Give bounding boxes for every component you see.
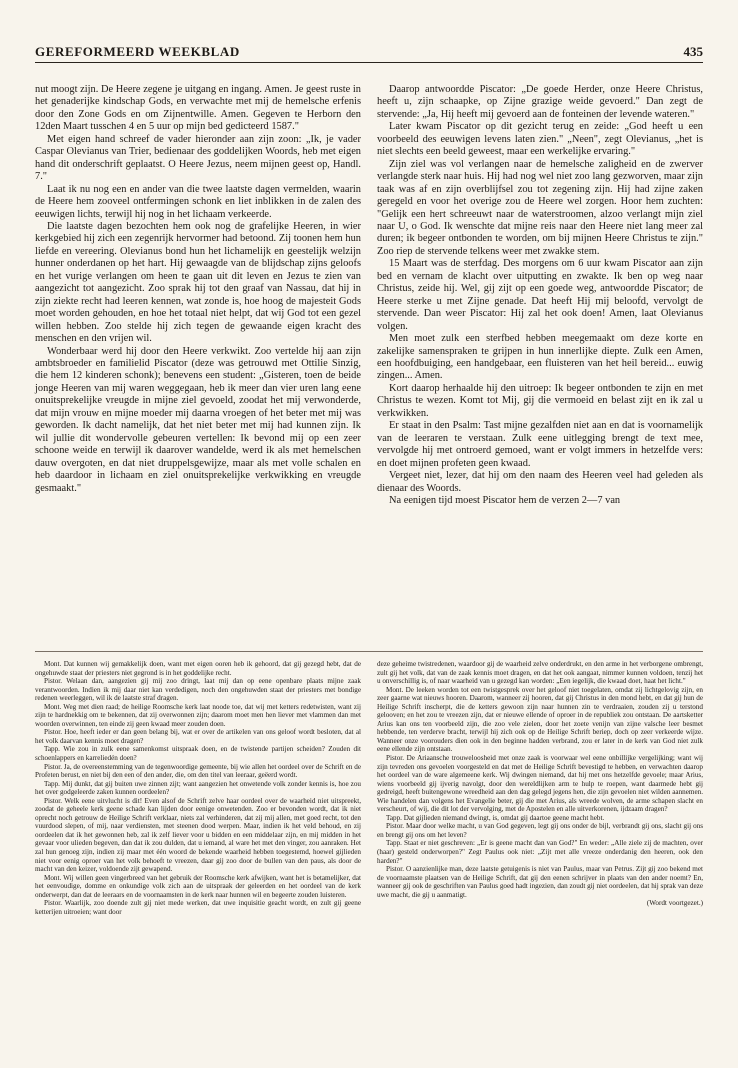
paragraph: Die laatste dagen bezochten hem ook nog de grafelijke Heeren, in wier kerkgebied hij zich een zegenrijk hervormer had betoond. Zij toonen hem hun liefde en vereering. Olevianus bond hun het lichamelijk en geestelijk welzijn hunner onderdanen op het hart. Hij gewaagde van de blijdschap zijns geloofs en het vurige verlangen om heen te gaan uit dit leven en Jezus te zien van aangezicht tot aangezicht. Zoo sprak hij tot den graaf van Nassau, dat hij in zijn ziekte recht had leeren kennen, wat zonde is, hoe hoog de majesteit Gods moet worden gehouden, en hoe het totaal niet helpt, dat wij God tot een gezel willen hebben. Zoo stelde hij zich tegen de gewaande eigen kracht des menschen en den vrijen wil. [35,220,361,345]
paragraph: Zijn ziel was vol verlangen naar de hemelsche zaligheid en de zwerver verlangde sterk naar huis. Hij had nog wel niet zoo lang gezworven, maar zijn taak was af en zijn overblijfsel zou tot zegening zijn. Hij had zijne zaken geregeld en voor het overige zou de Heere wel zorgen. Hoor hem zuchten: "Gelijk een hert schreeuwt naar de waterstroomen, alzoo verlangt mijn ziel naar U, o God. Ik wenschte dat mijne reis naar den Heere niet lang meer zal duren; ik begeer ontbonden te worden, om bij mijnen Heere Christus te zijn." Zoo riep de stervende telkens weer met zwakke stem. [377,158,703,257]
paragraph: Er staat in den Psalm: Tast mijne gezalfden niet aan en dat is voornamelijk van de leeraren te verstaan. Zulk eene uitlegging brengt de text mee, vervolgde hij met ontroerd gemoed, want er volgt immers in hetzelfde vers: en doet mijnen profeten geen kwaad. [377,420,703,469]
continued-note: (Wordt voortgezet.) [646,899,703,908]
right-column [377,84,703,507]
page-number: 435 [683,44,703,59]
dialogue-paragraph: deze geheime twistredenen, waardoor gij de waarheid zelve onderdrukt, en den arme in het verborgene ombrengt, zult gij het volk, dat van de zaak kennis moet dragen, en dat het ook aangaat, nimmer kunnen voldoen, tenzij het u onverschillig is, of naar waarheid van u gezegd kan worden: „Een iegelijk, die kwaad doet, haat het licht." [377,660,703,686]
dialogue-paragraph: Mont. Weg met dien raad; de heilige Roomsche kerk laat noode toe, dat wij met ketters redetwisten, want zij zijn te hardnekkig om te bekennen, dat zij overwonnen zijn; daarom moet men hen liever met vlammen dan met woorden overwinnen, ten einde zij geen kwaad meer zouden doen. [35,702,361,728]
dialogue-paragraph: Pistor. Ja, de overeenstemming van de tegenwoordige gemeente, bij wie allen het oordeel over de Schrift en de Profeten berust, en niet bij den een of den ander, die, om den titel van leeraar, geëerd wordt. [35,762,361,780]
dialogue-paragraph: Pistor. Maar door welke macht, u van God gegeven, legt gij ons onder de bijl, verbrandt gij ons, slacht gij ons en brengt gij ons om het leven? [377,822,703,839]
dialogue-paragraph: Mont. Dat kunnen wij gemakkelijk doen, want met eigen ooren heb ik gehoord, dat gij gezegd hebt, dat de ongehuwde staat der priesters niet gegrond is in het goddelijke recht. [35,660,361,677]
dialogue-paragraph: Pistor. De Ariaansche trouweloosheid met onze zaak is voorwaar wel eene onbillijke vergelijking; want wij zijn tevreden ons gevoelen voorgesteld en dat met de Heilige Schrift bevestigd te hebben, en verwachten daarop het oordeel van de ware algemeene kerk. Wij dwingen niemand, dat hij met ons hetzelfde gevoele; maar Arius, wiens voorbeeld gij ijverig navolgt, door den wereldlijken arm te hulp te roepen, want daarmede hebt gij gedreigd, heeft buitengewone wreedheid aan den dag gelegd jegens hen, die zijn gevoelen niet wilden aannemen. Wie handelen dan volgens het Evangelie beter, gij die met Arius, als wreede wolven, de arme schapen slacht en verscheurt, of wij, die dit lot der vervolging, met de Apostelen en alle uitverkorenen, ijdzaam dragen? [377,754,703,814]
paragraph: Daarop antwoordde Piscator: „De goede Herder, onze Heere Christus, heeft u, zijn schaapke, op Zijne grazige weide gevoerd." Dan zegt de stervende: „Ja, Hij heeft mij gevoerd aan de fonteinen der levende wateren." [377,84,703,120]
paragraph: Men moet zulk een sterfbed hebben meegemaakt om deze korte en zakelijke samenspraken te grijpen in hun innerlijke diepte. Zulk een Amen, een hoofdbuiging, een handgebaar, een fluisteren van het heil bereid... euwig zingen... Amen. [377,333,703,382]
dialogue-paragraph: Mont. De leeken worden tot een twistgesprek over het geloof niet toegelaten, omdat zij lichtgelovig zijn, en zeer gaarne wat nieuws hooren. Daarom, wanneer zij hooren, dat gij Christus in den mond hebt, en dat gij hun de Heilige Schrift inscherpt, die de ketters gewoon zijn naar hunnen zin te verdraaien, zouden zij u terstond gelooven; en het zou te vreezen zijn, dat er nieuwe ellende of oproer in de republiek zou ontstaan. De aartsketter Arius kan ons ten voorbeeld zijn, die zoo vele zielen, door het zoete venijn van zijne valsche leer besmet hebbende, ten verderve bracht, terwijl hij zich ook op de Heilige Schrift beriep, doch op zeer verkeerde wijze. Wanneer onze voorouders dien ook in den beginne hadden verbrand, zou er later in de kerk van God niet zulk eene ellende zijn ontstaan. [377,685,703,754]
dialogue-paragraph: Pistor. O aanzienlijke man, deze laatste getuigenis is niet van Paulus, maar van Petrus. Zijt gij zoo bekend met de voornaamste plaatsen van de Heilige Schrift, dat gij den eenen schrijver in plaats van den ander noemt? En, wanneer gij ook de geschriften van Paulus goed hadt ingezien, dan zoudt gij niet oordeelen, dat hij sprak van deze uwe macht, die gij u aanmatigt. [377,865,703,899]
dialogue-paragraph: Tapp. Wie zou in zulk eene samenkomst uitspraak doen, en de twistende partijen scheiden? Zouden dit schoenlappers en karreliedén doen? [35,745,361,763]
paragraph: Later kwam Piscator op dit gezicht terug en zeide: „God heeft u een voorbeeld des eeuwigen levens laten zien." „Neen", zegt Olevianus, „het is niet slechts een beeld geweest, maar een werkelijke ervaring." [377,121,703,158]
dialogue-paragraph: Tapp. Staat er niet geschreven: „Er is geene macht dan van God?" En weder: „Alle ziele zij de machten, over (haar) gesteld onderworpen?" Zegt Paulus ook niet: „Zijt met alle vreeze onderdanig den heeren, ook den harden?" [377,839,703,865]
left-column [35,84,361,495]
paragraph: Vergeet niet, lezer, dat hij om den naam des Heeren veel had geleden als dienaar des Woords. [377,470,703,494]
journal-title: GEREFORMEERD WEEKBLAD [35,44,240,59]
paragraph: Na eenigen tijd moest Piscator hem de verzen 2—7 van [389,494,621,506]
dialogue-paragraph: Tapp. Mij dunkt, dat gij buiten uwe zinnen zijt; want aangezien het onwetende volk zonder kennis is, hoe zou het over godgeleerde zaken kunnen oordeelen? [35,779,361,797]
paragraph: Laat ik nu nog een en ander van die twee laatste dagen vermelden, waarin de Heere hem zooveel ontfermingen schonk en liet inblikken in de zalen des eeuwigen lichts, terwijl hij nog in het lichaam verkeerde. [35,183,361,220]
paragraph: Wonderbaar werd hij door den Heere verkwikt. Zoo vertelde hij aan zijn ambtsbroeder en familielid Piscator (deze was getrouwd met Ottilie Sinzig, die hem 12 kinderen schonk); benevens een student: „Gisteren, toen de beide jonge Heeren van mij waren weggegaan, heb ik meer dan vier uren lang eene onuitsprekelijke vreugde in mijne ziel gevoeld, zoodat het mij verwonderde, dat mijn vrouw en mijne moeder mij daarna vroegen of het beter met mij was geworden. Ik dacht namelijk, dat het niet beter met mij had kunnen zijn. Ik wil jullie dit wondervolle gebeuren vertellen: Ik bevond mij op een zeer schoone weide en terwijl ik daarover wandelde, werd ik als met hemelschen dauw overgoten, en dat niet druppelsgewijze, maar als met volle schalen en heb daardoor in lichaam en ziel onuitsprekelijke verkwikking en vreugde gesmaakt." [35,345,361,494]
dialogue-paragraph: Pistor. Hoe, heeft ieder er dan geen belang bij, wat er over de artikelen van ons geloof wordt besloten, dat al het volk daarvan kennis moet dragen? [35,728,361,745]
dialogue-paragraph: Pistor. Waarlijk, zoo doende zult gij niet mede werken, dat uwe inquisitie geacht wordt, en zult gij geene ketterijen uitroeien; want door [35,899,361,916]
paragraph: Kort daarop herhaalde hij den uitroep: Ik begeer ontbonden te zijn en met Christus te wezen. Komt tot Mij, gij die vermoeid en belast zijt en ik zal u verkwikken. [377,382,703,419]
dialogue-paragraph: Pistor. Welk eene uitvlucht is dit! Even alsof de Schrift zelve haar oordeel over de waarheid niet uitspreekt, zoodat de geheele kerk geene schade kan lijden door eenige onwetenden. Zoo er bevonden wordt, dat ik niet oprecht noch getrouw de Heilige Schrift verklaar, niets zal verhinderen, dat zij mij allen, met goed recht, tot den vuurdood slepen, of mij, naar verdiensten, met steenen dood werpen. Maar, indien ik het veld behoud, en zij oordeelen dat ik het gewonnen heb, zal ik zelf liever voor u bidden en een middelaar zijn, en mij midden in het gevaar voor ulieden begeven, dan dat ik zou dulden, dat u iemand, al ware het met den vinger, zou aanraken. Het zal hun genoeg zijn, indien zij maar met één woord de bekende waarheid hebben toegestemd, hoewel gijlieden niet voor eenig oproer van het volk behoeft te vreezen, daar gij zoo door de bullen van den paus, als door de macht van den keizer, voldoende zijt gewapend. [35,796,361,874]
paragraph: 15 Maart was de sterfdag. Des morgens om 6 uur kwam Piscator aan zijn bed en vernam de klacht over uitputting en zwakte. Ik ben op weg naar Christus, zeide hij. Wel, gij zijt op een goede weg, antwoordde Piscator; de Heere sterke u met Zijne genade. Dat heeft Hij mij beloofd, vervolgt de stervende. Dan weer Piscator: Hij zal het ook doen! Amen, laat Olevianus volgen. [377,258,703,332]
dialogue-left-column [35,660,361,916]
dialogue-paragraph: Pistor. Welaan dan, aangezien gij mij zoo dringt, laat mij dan op eene openbare plaats mijne zaak verantwoorden. Indien ik mij daar niet kan verdedigen, noch den ongehuwden staat der priesters met bondige redenen weerleggen, wil ik de laatste straf dragen. [35,677,361,703]
header-rule [35,62,703,63]
dialogue-paragraph: Tapp. Dat gijlieden niemand dwingt, is, omdat gij daartoe geene macht hebt. [386,813,605,822]
section-divider [35,651,703,652]
page-header [35,44,703,62]
dialogue-paragraph: Mont. Wij willen geen vingerbreed van het gebruik der Roomsche kerk afwijken, want het is betamelijker, dat het eenvoudige, domme en onkundige volk zich aan de uitspraak der geleerden en het oordeel van de kerk onderwerpt, dan dat de leeraars en de voornaamsten in de kerk naar hunnen wil en begeerte zouden luisteren. [35,873,361,899]
paragraph: Met eigen hand schreef de vader hieronder aan zijn zoon: „Ik, je vader Caspar Olevianus van Trier, bedienaar des goddelijken Woords, heb met eigen hand dit onderschrift geplaatst. O Heere Jezus, neem mijnen geest op, Handl. 7." [35,133,361,183]
dialogue-right-column [377,660,703,908]
paragraph: nut moogt zijn. De Heere zegene je uitgang en ingang. Amen. Je geest ruste in het genaderijke kindschap Gods, en verwachte met mij de hemelsche erfenis door den Zone Gods en om Zijnentwille. Amen. Gegeven te Herborn den 12den Maart tusschen 4 en 5 uur op mijn bed gedicteerd 1587." [35,84,361,133]
